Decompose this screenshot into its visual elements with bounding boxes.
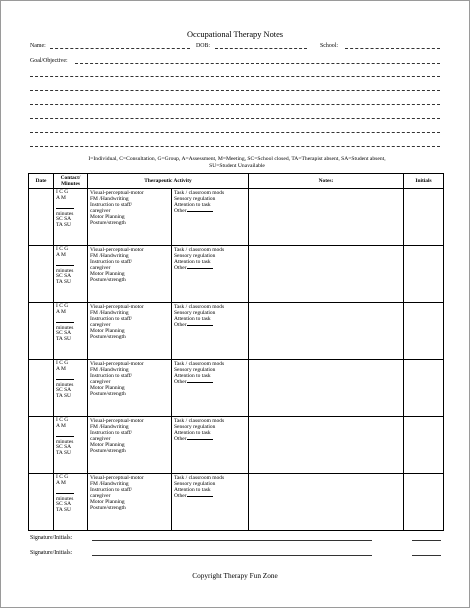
table-row — [29, 189, 444, 246]
date-cell[interactable] — [29, 417, 54, 474]
table-row — [29, 246, 444, 303]
activity-item: Instruction to staff/ — [90, 259, 133, 265]
activity-item: Motor Planning — [90, 328, 125, 334]
activity-item: Attention to task — [174, 487, 211, 493]
contact-types-line-4: SC SA — [56, 273, 72, 279]
activity-item: caregiver — [90, 208, 111, 214]
header-contact: Contact/ — [60, 175, 81, 181]
minutes-label: minutes — [56, 381, 74, 388]
date-cell[interactable] — [29, 189, 54, 246]
initials-cell[interactable] — [404, 474, 444, 531]
activity-cell-primary[interactable] — [88, 417, 172, 474]
activity-item: Visual-perceptual-motor — [90, 475, 144, 481]
contact-types-line-4: SC SA — [56, 387, 72, 393]
activity-item: FM /Handwriting — [90, 253, 129, 259]
activity-item: Posture/strength — [90, 448, 126, 454]
dob-field[interactable] — [215, 48, 307, 49]
other-blank[interactable] — [187, 382, 213, 383]
table-header-row — [29, 174, 444, 189]
activity-other — [174, 493, 248, 499]
initials-cell[interactable] — [404, 417, 444, 474]
activity-item: caregiver — [90, 436, 111, 442]
other-blank[interactable] — [187, 211, 213, 212]
activity-item: Sensory regulation — [174, 367, 216, 373]
contact-types-line-5: TA SU — [56, 449, 71, 456]
activity-cell-secondary[interactable] — [172, 474, 249, 531]
date-cell[interactable] — [29, 474, 54, 531]
minutes-label: minutes — [56, 267, 74, 274]
activity-item: Instruction to staff/ — [90, 316, 133, 322]
activity-item: Visual-perceptual-motor — [90, 304, 144, 310]
minutes-label: minutes — [56, 438, 74, 445]
copyright-footer: Copyright Therapy Fun Zone — [192, 571, 278, 580]
goal-label: Goal/Objective: — [30, 58, 68, 64]
signature-line-1[interactable] — [92, 540, 372, 541]
contact-types-line-4: SC SA — [56, 501, 72, 507]
activity-other — [174, 322, 248, 328]
other-blank[interactable] — [187, 325, 213, 326]
activity-item: Attention to task — [174, 373, 211, 379]
activity-cell-primary[interactable] — [88, 360, 172, 417]
header-contact-minutes — [54, 174, 88, 189]
activity-item: Instruction to staff/ — [90, 373, 133, 379]
activity-item: Instruction to staff/ — [90, 430, 133, 436]
table-row — [29, 474, 444, 531]
activity-item: Motor Planning — [90, 214, 125, 220]
date-cell[interactable] — [29, 360, 54, 417]
other-blank[interactable] — [187, 496, 213, 497]
activity-item: Sensory regulation — [174, 253, 216, 259]
activity-item: Attention to task — [174, 202, 211, 208]
header-initials: Initials — [404, 174, 444, 189]
initials-cell[interactable] — [404, 189, 444, 246]
initials-cell[interactable] — [404, 360, 444, 417]
activity-cell-secondary[interactable] — [172, 303, 249, 360]
activity-item: Attention to task — [174, 430, 211, 436]
goal-line-4[interactable] — [30, 104, 440, 105]
table-row — [29, 360, 444, 417]
initials-cell[interactable] — [404, 303, 444, 360]
goal-line-1[interactable] — [75, 63, 440, 64]
initials-cell[interactable] — [404, 246, 444, 303]
activity-other — [174, 265, 248, 271]
activity-cell-primary[interactable] — [88, 246, 172, 303]
therapy-log-table — [28, 173, 444, 531]
contact-minutes-cell[interactable] — [54, 360, 88, 417]
activity-item: Visual-perceptual-motor — [90, 418, 144, 424]
notes-cell[interactable] — [249, 246, 404, 303]
activity-item: Sensory regulation — [174, 424, 216, 430]
contact-types-line-1: I C G — [56, 360, 69, 366]
activity-item: Attention to task — [174, 316, 211, 322]
goal-line-7[interactable] — [30, 146, 440, 147]
activity-cell-primary[interactable] — [88, 474, 172, 531]
activity-item: caregiver — [90, 379, 111, 385]
contact-types-line-2: A M — [56, 194, 66, 201]
notes-cell[interactable] — [249, 303, 404, 360]
legend — [30, 156, 444, 170]
contact-types-line-1: I C G — [56, 474, 69, 480]
signature-line-2[interactable] — [92, 555, 372, 556]
notes-cell[interactable] — [249, 189, 404, 246]
activity-item: Motor Planning — [90, 442, 125, 448]
goal-line-6[interactable] — [30, 132, 440, 133]
activity-item: FM /Handwriting — [90, 481, 129, 487]
notes-cell[interactable] — [249, 360, 404, 417]
contact-types-line-2: A M — [56, 422, 66, 429]
activity-item: FM /Handwriting — [90, 367, 129, 373]
header-date: Date — [29, 174, 54, 189]
activity-item: Other — [174, 322, 187, 328]
name-field[interactable] — [50, 48, 190, 49]
activity-item: FM /Handwriting — [90, 196, 129, 202]
activity-item: Other — [174, 379, 187, 385]
goal-line-3[interactable] — [30, 90, 440, 91]
activity-item: Posture/strength — [90, 220, 126, 226]
activity-item: Visual-perceptual-motor — [90, 247, 144, 253]
signature-label-2: Signature/Initials: — [30, 550, 73, 556]
header-notes: Notes: — [249, 174, 404, 189]
goal-line-5[interactable] — [30, 118, 440, 119]
activity-cell-secondary[interactable] — [172, 246, 249, 303]
activity-item: Posture/strength — [90, 277, 126, 283]
contact-minutes-cell[interactable] — [54, 474, 88, 531]
legend-line-2: SU=Student Unavailable — [209, 163, 265, 169]
activity-item: Other — [174, 208, 187, 214]
contact-types-line-5: TA SU — [56, 506, 71, 513]
activity-item: Posture/strength — [90, 391, 126, 397]
activity-item: Visual-perceptual-motor — [90, 190, 144, 196]
header-minutes: Minutes — [61, 181, 80, 187]
contact-types-line-4: SC SA — [56, 444, 72, 450]
activity-cell-secondary[interactable] — [172, 360, 249, 417]
activity-item: Other — [174, 493, 187, 499]
activity-item: Motor Planning — [90, 385, 125, 391]
contact-types-line-1: I C G — [56, 246, 69, 252]
activity-item: Motor Planning — [90, 499, 125, 505]
activity-item: Posture/strength — [90, 334, 126, 340]
minutes-label: minutes — [56, 495, 74, 502]
contact-types-line-4: SC SA — [56, 330, 72, 336]
table-row — [29, 417, 444, 474]
page-title: Occupational Therapy Notes — [186, 30, 284, 39]
contact-types-line-5: TA SU — [56, 392, 71, 399]
activity-other — [174, 436, 248, 442]
minutes-label: minutes — [56, 324, 74, 331]
goal-line-2[interactable] — [30, 76, 440, 77]
activity-item: Visual-perceptual-motor — [90, 361, 144, 367]
activity-item: Task / classroom mods — [174, 190, 225, 196]
other-blank[interactable] — [187, 439, 213, 440]
activity-item: Task / classroom mods — [174, 418, 225, 424]
minutes-label: minutes — [56, 210, 74, 217]
activity-item: Task / classroom mods — [174, 247, 225, 253]
initials-line-2[interactable] — [412, 555, 441, 556]
notes-cell[interactable] — [249, 417, 404, 474]
activity-other — [174, 208, 248, 214]
activity-item: Instruction to staff/ — [90, 202, 133, 208]
contact-types-line-1: I C G — [56, 189, 69, 195]
contact-types-line-1: I C G — [56, 417, 69, 423]
activity-item: Task / classroom mods — [174, 361, 225, 367]
activity-item: Sensory regulation — [174, 196, 216, 202]
contact-minutes-cell[interactable] — [54, 417, 88, 474]
contact-types-line-1: I C G — [56, 303, 69, 309]
contact-types-line-2: A M — [56, 479, 66, 486]
header-activity: Therapeutic Activity — [88, 174, 249, 189]
contact-types-line-5: TA SU — [56, 335, 71, 342]
legend-line-1: I=Individual, C=Consultation, G=Group, A=Assessment, M=Meeting, SC=School closed, TA=Therapist absent, SA=Student absent, — [88, 156, 386, 162]
activity-item: Instruction to staff/ — [90, 487, 133, 493]
activity-item: caregiver — [90, 265, 111, 271]
activity-item: Motor Planning — [90, 271, 125, 277]
activity-cell-primary[interactable] — [88, 303, 172, 360]
activity-item: Attention to task — [174, 259, 211, 265]
contact-types-line-2: A M — [56, 251, 66, 258]
activity-item: FM /Handwriting — [90, 310, 129, 316]
dob-label: DOB: — [196, 43, 211, 49]
activity-cell-secondary[interactable] — [172, 189, 249, 246]
activity-item: Sensory regulation — [174, 310, 216, 316]
notes-cell[interactable] — [249, 474, 404, 531]
activity-item: Task / classroom mods — [174, 304, 225, 310]
activity-cell-secondary[interactable] — [172, 417, 249, 474]
other-blank[interactable] — [187, 268, 213, 269]
contact-minutes-cell[interactable] — [54, 246, 88, 303]
initials-line-1[interactable] — [412, 540, 441, 541]
signature-label-1: Signature/Initials: — [30, 535, 73, 541]
contact-types-line-2: A M — [56, 365, 66, 372]
school-label: School: — [320, 43, 338, 49]
activity-item: Other — [174, 265, 187, 271]
contact-types-line-4: SC SA — [56, 216, 72, 222]
contact-types-line-5: TA SU — [56, 221, 71, 228]
activity-item: Posture/strength — [90, 505, 126, 511]
activity-item: caregiver — [90, 322, 111, 328]
activity-item: caregiver — [90, 493, 111, 499]
activity-item: Task / classroom mods — [174, 475, 225, 481]
date-cell[interactable] — [29, 303, 54, 360]
activity-cell-primary[interactable] — [88, 189, 172, 246]
contact-types-line-2: A M — [56, 308, 66, 315]
table-row — [29, 303, 444, 360]
contact-minutes-cell[interactable] — [54, 303, 88, 360]
date-cell[interactable] — [29, 246, 54, 303]
activity-item: FM /Handwriting — [90, 424, 129, 430]
activity-item: Other — [174, 436, 187, 442]
name-label: Name: — [30, 43, 46, 49]
contact-types-line-5: TA SU — [56, 278, 71, 285]
activity-item: Sensory regulation — [174, 481, 216, 487]
school-field[interactable] — [345, 48, 440, 49]
contact-minutes-cell[interactable] — [54, 189, 88, 246]
activity-other — [174, 379, 248, 385]
